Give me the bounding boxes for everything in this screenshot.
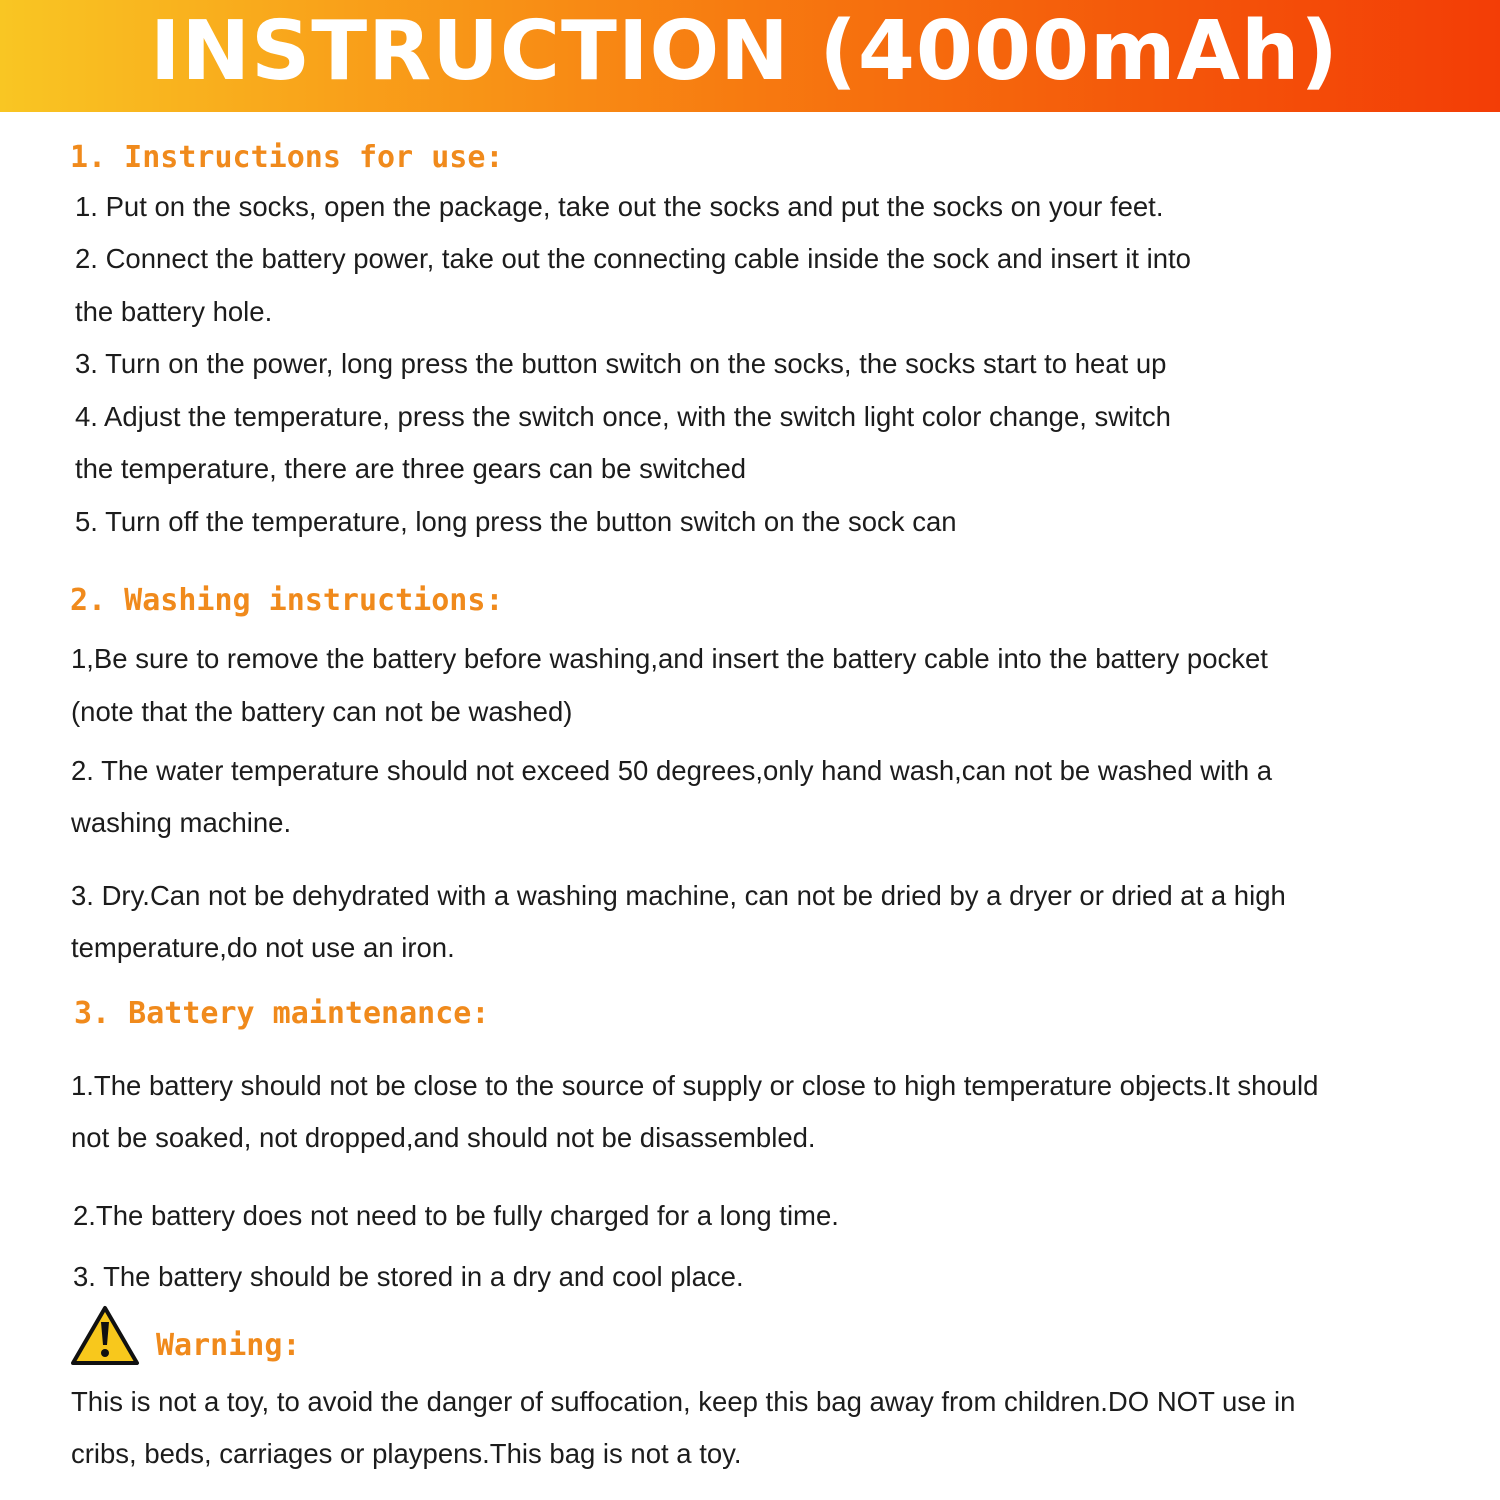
section-line: (note that the battery can not be washed) bbox=[71, 696, 573, 727]
section-heading-instructions-for-use: 1. Instructions for use: bbox=[70, 140, 504, 175]
warning-triangle-icon bbox=[70, 1305, 140, 1367]
section-line: temperature,do not use an iron. bbox=[71, 932, 455, 963]
section-line: 4. Adjust the temperature, press the switch once, with the switch light color change, switch bbox=[75, 401, 1171, 432]
section-heading-washing-instructions: 2. Washing instructions: bbox=[70, 583, 504, 618]
section-line: washing machine. bbox=[71, 807, 292, 838]
page-title: INSTRUCTION (4000mAh) bbox=[150, 4, 1339, 99]
warning-heading: Warning: bbox=[156, 1328, 301, 1363]
section-line: 5. Turn off the temperature, long press the button switch on the sock can bbox=[75, 506, 957, 537]
section-line: 2. Connect the battery power, take out the connecting cable inside the sock and insert it into bbox=[75, 243, 1191, 274]
warning-line: cribs, beds, carriages or playpens.This bag is not a toy. bbox=[71, 1438, 742, 1469]
section-line: 1.The battery should not be close to the source of supply or close to high temperature objects.It should bbox=[71, 1070, 1319, 1101]
section-line: 3. The battery should be stored in a dry and cool place. bbox=[73, 1261, 744, 1292]
section-line: the battery hole. bbox=[75, 296, 273, 327]
section-line: 1. Put on the socks, open the package, take out the socks and put the socks on your feet. bbox=[75, 191, 1164, 222]
section-line: not be soaked, not dropped,and should not be disassembled. bbox=[71, 1122, 816, 1153]
section-line: 2.The battery does not need to be fully charged for a long time. bbox=[73, 1200, 839, 1231]
section-line: 3. Turn on the power, long press the button switch on the socks, the socks start to heat up bbox=[75, 348, 1167, 379]
warning-line: This is not a toy, to avoid the danger of suffocation, keep this bag away from children.DO NOT use in bbox=[71, 1386, 1296, 1417]
title-banner bbox=[0, 0, 1500, 112]
section-heading-battery-maintenance: 3. Battery maintenance: bbox=[74, 996, 490, 1031]
section-line: 1,Be sure to remove the battery before washing,and insert the battery cable into the battery pocket bbox=[71, 643, 1268, 674]
section-line: the temperature, there are three gears can be switched bbox=[75, 453, 747, 484]
section-line: 3. Dry.Can not be dehydrated with a washing machine, can not be dried by a dryer or dried at a high bbox=[71, 880, 1286, 911]
section-line: 2. The water temperature should not exceed 50 degrees,only hand wash,can not be washed with a bbox=[71, 755, 1273, 786]
